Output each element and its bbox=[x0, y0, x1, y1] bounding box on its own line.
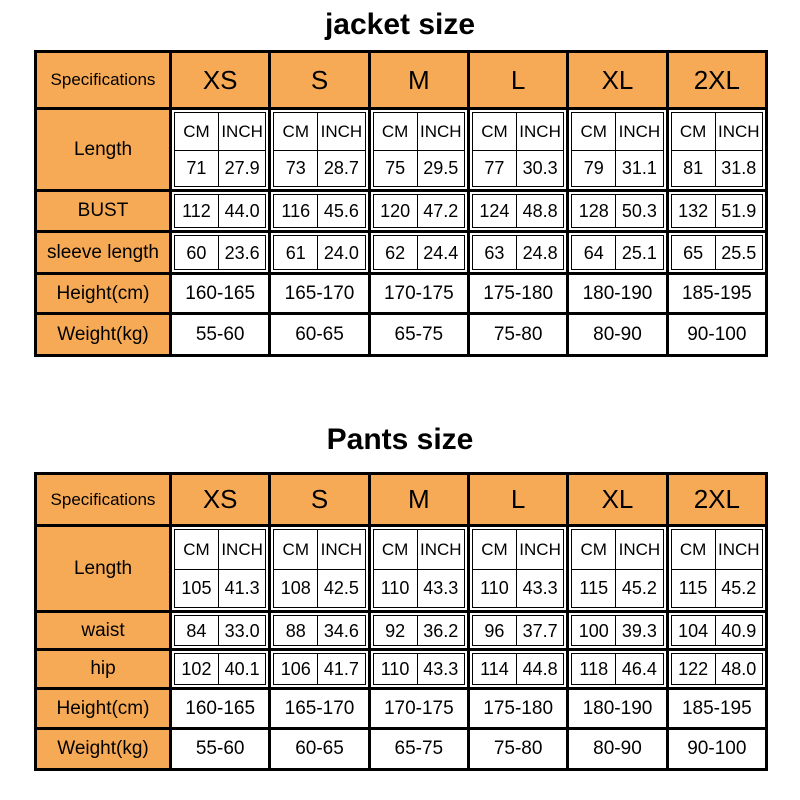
unit-inch-cell: INCH bbox=[516, 113, 563, 150]
inch-value-cell: 24.4 bbox=[417, 236, 464, 269]
size-group-cell bbox=[369, 526, 468, 612]
inch-value-cell: 44.8 bbox=[516, 654, 563, 684]
pants-table-title: Pants size bbox=[326, 423, 474, 456]
cm-value-cell: 63 bbox=[484, 242, 505, 263]
inch-value-cell: 43.3 bbox=[516, 569, 563, 608]
inch-value-cell: 45.2 bbox=[715, 569, 762, 608]
inch-value-cell: 40.9 bbox=[715, 616, 762, 645]
size-group-cell bbox=[270, 526, 369, 612]
cm-value-cell: 81 bbox=[672, 150, 715, 187]
cm-value-cell: 61 bbox=[285, 242, 306, 263]
size-group-cell bbox=[270, 232, 369, 274]
size-header-s: S bbox=[270, 474, 369, 526]
unit-inch-cell: INCH bbox=[715, 113, 762, 150]
cm-value-cell: 115 bbox=[672, 569, 715, 608]
inch-value-cell: 40.1 bbox=[218, 654, 265, 684]
inch-value-cell: 50.3 bbox=[615, 195, 662, 227]
unit-inch-cell: INCH bbox=[417, 113, 464, 150]
size-group-cell bbox=[369, 612, 468, 650]
size-group-cell bbox=[568, 109, 667, 191]
size-group-cell bbox=[468, 191, 567, 232]
size-header-l: L bbox=[468, 474, 567, 526]
cm-value-cell: 104 bbox=[678, 620, 709, 641]
range-value-cell: 90-100 bbox=[667, 314, 766, 356]
inch-value-cell: 36.2 bbox=[417, 616, 464, 645]
cm-inch-grid bbox=[671, 529, 763, 608]
spec-header-cell: Specifications bbox=[36, 474, 171, 526]
size-group-cell bbox=[369, 232, 468, 274]
unit-cm-cell: CM bbox=[679, 121, 707, 141]
inch-value-cell: 39.3 bbox=[615, 616, 662, 645]
range-value-cell: 160-165 bbox=[171, 274, 270, 314]
unit-cm-cell: CM bbox=[481, 121, 508, 141]
cm-value-cell: 132 bbox=[678, 201, 709, 221]
inch-value-cell: 47.2 bbox=[417, 195, 464, 227]
cm-inch-pair bbox=[472, 615, 564, 646]
cm-inch-pair bbox=[472, 194, 564, 228]
cm-value-cell: 122 bbox=[678, 659, 709, 679]
range-value-cell: 175-180 bbox=[468, 274, 567, 314]
size-group-cell bbox=[369, 109, 468, 191]
inch-value-cell: 25.1 bbox=[615, 236, 662, 269]
cm-inch-grid bbox=[174, 112, 266, 187]
size-group-cell bbox=[270, 612, 369, 650]
cm-value-cell: 73 bbox=[274, 150, 317, 187]
size-group-cell bbox=[568, 232, 667, 274]
range-value-cell: 185-195 bbox=[667, 689, 766, 729]
cm-inch-pair bbox=[571, 615, 663, 646]
size-header-xl: XL bbox=[568, 474, 667, 526]
cm-value-cell: 112 bbox=[182, 201, 211, 221]
unit-cm-cell: CM bbox=[183, 539, 210, 559]
inch-value-cell: 29.5 bbox=[417, 150, 464, 187]
size-header-s: S bbox=[270, 52, 369, 109]
inch-value-cell: 27.9 bbox=[218, 150, 265, 187]
range-value-cell: 75-80 bbox=[468, 729, 567, 770]
size-header-l: L bbox=[468, 52, 567, 109]
unit-inch-cell: INCH bbox=[417, 530, 464, 569]
range-value-cell: 65-75 bbox=[369, 729, 468, 770]
cm-inch-pair bbox=[571, 653, 663, 685]
inch-value-cell: 31.8 bbox=[715, 150, 762, 187]
size-header-2xl: 2XL bbox=[667, 52, 766, 109]
range-value-cell: 55-60 bbox=[171, 729, 270, 770]
cm-inch-pair bbox=[373, 194, 465, 228]
cm-inch-pair bbox=[571, 235, 663, 270]
size-group-cell bbox=[568, 612, 667, 650]
cm-value-cell: 114 bbox=[480, 659, 509, 679]
size-group-cell bbox=[468, 526, 567, 612]
size-group-cell bbox=[270, 109, 369, 191]
unit-cm-cell: CM bbox=[381, 539, 409, 559]
size-header-xs: XS bbox=[171, 52, 270, 109]
cm-inch-pair bbox=[174, 194, 266, 228]
cm-value-cell: 71 bbox=[175, 150, 218, 187]
cm-inch-pair bbox=[671, 235, 763, 270]
cm-value-cell: 60 bbox=[186, 242, 207, 263]
cm-value-cell: 105 bbox=[175, 569, 218, 608]
cm-inch-grid bbox=[273, 529, 365, 608]
inch-value-cell: 41.3 bbox=[218, 569, 265, 608]
row-label-cell: Length bbox=[36, 109, 171, 191]
cm-value-cell: 110 bbox=[380, 659, 410, 679]
size-group-cell bbox=[270, 650, 369, 689]
size-group-cell bbox=[369, 650, 468, 689]
size-group-cell bbox=[667, 109, 766, 191]
cm-value-cell: 92 bbox=[385, 620, 406, 641]
cm-value-cell: 88 bbox=[285, 620, 306, 641]
size-group-cell bbox=[171, 612, 270, 650]
size-header-m: M bbox=[369, 52, 468, 109]
cm-inch-pair bbox=[174, 653, 266, 685]
inch-value-cell: 43.3 bbox=[417, 569, 464, 608]
inch-value-cell: 43.3 bbox=[417, 654, 464, 684]
size-group-cell bbox=[468, 109, 567, 191]
inch-value-cell: 33.0 bbox=[218, 616, 265, 645]
inch-value-cell: 30.3 bbox=[516, 150, 563, 187]
row-label-cell: Height(cm) bbox=[36, 689, 171, 729]
unit-inch-cell: INCH bbox=[218, 530, 265, 569]
cm-value-cell: 108 bbox=[274, 569, 317, 608]
inch-value-cell: 24.8 bbox=[516, 236, 563, 269]
unit-inch-cell: INCH bbox=[615, 113, 662, 150]
size-header-xl: XL bbox=[568, 52, 667, 109]
row-label-cell: Length bbox=[36, 526, 171, 612]
size-group-cell bbox=[667, 612, 766, 650]
size-group-cell bbox=[171, 650, 270, 689]
cm-inch-pair bbox=[571, 194, 663, 228]
cm-value-cell: 96 bbox=[484, 620, 505, 641]
unit-cm-cell: CM bbox=[282, 539, 309, 559]
cm-value-cell: 77 bbox=[473, 150, 516, 187]
unit-inch-cell: INCH bbox=[218, 113, 265, 150]
row-label-cell: sleeve length bbox=[36, 232, 171, 274]
inch-value-cell: 31.1 bbox=[615, 150, 662, 187]
cm-inch-grid bbox=[671, 112, 763, 187]
range-value-cell: 165-170 bbox=[270, 274, 369, 314]
cm-inch-pair bbox=[472, 235, 564, 270]
size-group-cell bbox=[171, 232, 270, 274]
unit-inch-cell: INCH bbox=[317, 530, 364, 569]
cm-inch-pair bbox=[373, 235, 465, 270]
row-label-cell: Height(cm) bbox=[36, 274, 171, 314]
inch-value-cell: 25.5 bbox=[715, 236, 762, 269]
unit-cm-cell: CM bbox=[580, 121, 607, 141]
inch-value-cell: 42.5 bbox=[317, 569, 364, 608]
unit-inch-cell: INCH bbox=[317, 113, 364, 150]
range-value-cell: 65-75 bbox=[369, 314, 468, 356]
cm-value-cell: 75 bbox=[374, 150, 417, 187]
inch-value-cell: 45.6 bbox=[317, 195, 364, 227]
row-label-cell: Weight(kg) bbox=[36, 314, 171, 356]
cm-value-cell: 110 bbox=[374, 569, 417, 608]
size-header-2xl: 2XL bbox=[667, 474, 766, 526]
inch-value-cell: 44.0 bbox=[218, 195, 265, 227]
range-value-cell: 80-90 bbox=[568, 314, 667, 356]
cm-value-cell: 64 bbox=[583, 242, 604, 263]
cm-inch-pair bbox=[273, 235, 365, 270]
unit-inch-cell: INCH bbox=[615, 530, 662, 569]
cm-inch-pair bbox=[373, 653, 465, 685]
cm-inch-grid bbox=[174, 529, 266, 608]
size-group-cell bbox=[667, 650, 766, 689]
range-value-cell: 80-90 bbox=[568, 729, 667, 770]
row-label-cell: Weight(kg) bbox=[36, 729, 171, 770]
size-group-cell bbox=[568, 650, 667, 689]
inch-value-cell: 51.9 bbox=[715, 195, 762, 227]
cm-inch-pair bbox=[671, 194, 763, 228]
size-group-cell bbox=[667, 191, 766, 232]
cm-value-cell: 102 bbox=[181, 659, 212, 679]
row-label-cell: BUST bbox=[36, 191, 171, 232]
inch-value-cell: 48.8 bbox=[516, 195, 563, 227]
jacket-table-title: jacket size bbox=[324, 8, 476, 41]
size-header-xs: XS bbox=[171, 474, 270, 526]
size-group-cell bbox=[568, 191, 667, 232]
range-value-cell: 185-195 bbox=[667, 274, 766, 314]
size-group-cell bbox=[468, 612, 567, 650]
size-group-cell bbox=[468, 650, 567, 689]
inch-value-cell: 48.0 bbox=[715, 654, 762, 684]
size-group-cell bbox=[171, 191, 270, 232]
row-label-cell: hip bbox=[36, 650, 171, 689]
range-value-cell: 165-170 bbox=[270, 689, 369, 729]
range-value-cell: 170-175 bbox=[369, 274, 468, 314]
range-value-cell: 170-175 bbox=[369, 689, 468, 729]
cm-inch-pair bbox=[174, 235, 266, 270]
inch-value-cell: 45.2 bbox=[615, 569, 662, 608]
cm-value-cell: 100 bbox=[578, 620, 609, 641]
cm-inch-grid bbox=[571, 529, 663, 608]
cm-inch-grid bbox=[472, 112, 564, 187]
range-value-cell: 60-65 bbox=[270, 314, 369, 356]
cm-value-cell: 124 bbox=[479, 201, 510, 221]
range-value-cell: 90-100 bbox=[667, 729, 766, 770]
cm-value-cell: 106 bbox=[280, 659, 311, 679]
cm-inch-pair bbox=[671, 653, 763, 685]
pants-size-table bbox=[34, 472, 768, 771]
inch-value-cell: 24.0 bbox=[317, 236, 364, 269]
size-group-cell bbox=[468, 232, 567, 274]
unit-cm-cell: CM bbox=[183, 121, 210, 141]
inch-value-cell: 37.7 bbox=[516, 616, 563, 645]
cm-inch-pair bbox=[472, 653, 564, 685]
cm-inch-pair bbox=[671, 615, 763, 646]
unit-cm-cell: CM bbox=[381, 121, 409, 141]
cm-inch-pair bbox=[273, 194, 365, 228]
cm-inch-pair bbox=[273, 615, 365, 646]
jacket-size-table bbox=[34, 50, 768, 357]
unit-cm-cell: CM bbox=[679, 539, 707, 559]
unit-cm-cell: CM bbox=[580, 539, 607, 559]
cm-value-cell: 84 bbox=[186, 620, 207, 641]
size-group-cell bbox=[369, 191, 468, 232]
cm-inch-grid bbox=[373, 529, 465, 608]
range-value-cell: 180-190 bbox=[568, 274, 667, 314]
size-group-cell bbox=[667, 526, 766, 612]
cm-inch-grid bbox=[571, 112, 663, 187]
cm-value-cell: 120 bbox=[380, 201, 411, 221]
cm-inch-pair bbox=[174, 615, 266, 646]
size-group-cell bbox=[568, 526, 667, 612]
size-group-cell bbox=[171, 526, 270, 612]
range-value-cell: 60-65 bbox=[270, 729, 369, 770]
cm-inch-grid bbox=[273, 112, 365, 187]
cm-inch-grid bbox=[472, 529, 564, 608]
size-group-cell bbox=[171, 109, 270, 191]
range-value-cell: 160-165 bbox=[171, 689, 270, 729]
range-value-cell: 55-60 bbox=[171, 314, 270, 356]
unit-cm-cell: CM bbox=[481, 539, 508, 559]
unit-cm-cell: CM bbox=[282, 121, 309, 141]
range-value-cell: 180-190 bbox=[568, 689, 667, 729]
spec-header-cell: Specifications bbox=[36, 52, 171, 109]
inch-value-cell: 41.7 bbox=[317, 654, 364, 684]
cm-value-cell: 62 bbox=[385, 242, 406, 263]
cm-value-cell: 116 bbox=[281, 201, 311, 221]
range-value-cell: 75-80 bbox=[468, 314, 567, 356]
row-label-cell: waist bbox=[36, 612, 171, 650]
size-header-m: M bbox=[369, 474, 468, 526]
cm-value-cell: 128 bbox=[578, 201, 609, 221]
cm-value-cell: 110 bbox=[473, 569, 516, 608]
inch-value-cell: 28.7 bbox=[317, 150, 364, 187]
size-group-cell bbox=[270, 191, 369, 232]
inch-value-cell: 34.6 bbox=[317, 616, 364, 645]
range-value-cell: 175-180 bbox=[468, 689, 567, 729]
inch-value-cell: 46.4 bbox=[615, 654, 662, 684]
unit-inch-cell: INCH bbox=[516, 530, 563, 569]
cm-inch-pair bbox=[373, 615, 465, 646]
unit-inch-cell: INCH bbox=[715, 530, 762, 569]
cm-value-cell: 65 bbox=[683, 242, 704, 263]
cm-inch-pair bbox=[273, 653, 365, 685]
size-group-cell bbox=[667, 232, 766, 274]
cm-inch-grid bbox=[373, 112, 465, 187]
inch-value-cell: 23.6 bbox=[218, 236, 265, 269]
cm-value-cell: 115 bbox=[572, 569, 615, 608]
cm-value-cell: 118 bbox=[579, 659, 609, 679]
cm-value-cell: 79 bbox=[572, 150, 615, 187]
